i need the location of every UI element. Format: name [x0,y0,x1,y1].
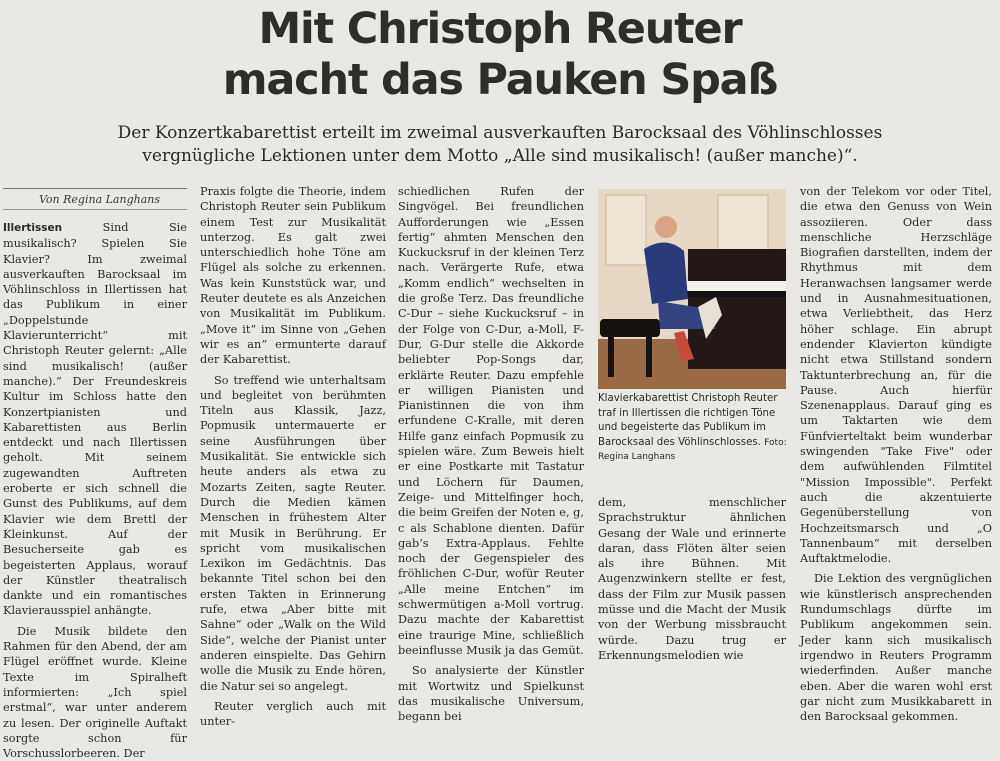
headline [0,4,1000,106]
caption-text: Klavierkabarettist Christoph Reuter traf in Illertissen die richtigen Töne und begeisterte das Publikum im Barocksaal des Vöhlinschlosses. [598,393,778,448]
pianist-photo-illustration [598,189,786,389]
article-column-1 [3,188,187,761]
article-paragraph: Die Musik bildete den Rahmen für den Abend, der am Flügel eröffnet wurde. Kleine Texte im Spiralheft informierten: „Ich spiel erstmal“, war unter anderem zu lesen. Der originelle Auftakt sorgte schon für Vorschusslorbeeren. Der [3,624,187,761]
article-column-3 [398,184,584,724]
subheadline [0,122,1000,168]
subheadline-line-1: Der Konzertkabarettist erteilt im zweimal ausverkauften Barocksaal des Vöhlinschlosses [117,123,883,143]
article-paragraph [3,220,187,619]
article-column-4 [598,495,786,663]
subheadline-line-2: vergnügliche Lektionen unter dem Motto „Alle sind musikalisch! (außer manche)“. [142,146,858,166]
article-column-5 [800,184,992,724]
byline: Von Regina Langhans [3,188,187,210]
article-column-2 [200,184,386,729]
article-paragraph: So treffend wie unterhaltsam und begleitet von berühmten Titeln aus Klassik, Jazz, Popmusik untermauerte er seine Ausführungen über Musikalität. Sie entwickle sich heute anders als etwa zu Mozarts Zeiten, sagte Reuter. Durch die Medien kämen Menschen in frühestem Alter mit Musik in Berührung. Er spricht vom musikalischen Lexikon im Gedächtnis. Das bekannte Titel schon bei den ersten Takten in Erinnerung rufe, etwa „Aber bitte mit Sahne“ oder „Walk on the Wild Side“, welche der Pianist unter anderen einspielte. Das Gehirn wolle die Musik zu Ende hören, die Natur sei so angelegt. [200,373,386,693]
article-paragraph: von der Telekom vor oder Titel, die etwa den Genuss von Wein assoziieren. Oder dass menschliche Herzschläge Biografien darstellten, indem der Rhythmus mit dem Heranwachsen langsamer werde und in Ausnahmesituationen, etwa Verliebtheit, das Herz höher schlage. Ein abrupt endender Klavierton kündigte nicht etwa Stillstand sondern Taktunterbrechung an, für die Pause. Auch hierfür Szenenapplaus. Darauf ging es um Taktarten wie dem Fünfvierteltakt beim wunderbar swingenden "Take Five" oder dem aufwühlenden Filmtitel "Mission Impossible". Perfekt auch die akzentuierte Gegenüberstellung von Hochzeitsmarsch und „O Tannenbaum“ mit derselben Auftaktmelodie. [800,185,992,566]
photo-caption [598,392,788,465]
article-paragraph: Die Lektion des vergnüglichen wie künstlerisch ansprechenden Rundumschlags dürfte im Publikum angekommen sein. Jeder kann sich musikalisch irgendwo in Reuters Programm wiederfinden. Außer manche eben. Aber die waren wohl erst gar nicht zum Musikkabarett in den Barocksaal gekommen. [800,572,992,724]
article-paragraph: Reuter verglich auch mit unter- [200,699,386,729]
article-photo [598,189,786,389]
article-paragraph: So analysierte der Künstler mit Wortwitz und Spielkunst das musikalische Universum, begann bei [398,664,584,724]
headline-line-2: macht das Pauken Spaß [222,55,778,105]
article-paragraph: Praxis folgte die Theorie, indem Christoph Reuter sein Publikum einem Test zur Musikalität unterzog. Es galt zwei unterschiedlich hohe Töne am Flügel als solche zu erkennen. Was kein Kunststück war, und Reuter deutete es als Anzeichen von Musikalität im Publikum. „Move it“ im Sinne von „Gehen wir es an“ ermunterte darauf der Kabarettist. [200,185,386,367]
article-paragraph: dem, menschlicher Sprachstruktur ähnlichen Gesang der Wale und erinnerte daran, dass Flöten älter seien als ihre Bühnen. Mit Augenzwinkern stellte er fest, dass der Film zur Musik passen müsse und die Macht der Musik von der Werbung missbraucht würde. Dazu trug er Erkennungsmelodien wie [598,496,786,662]
headline-line-1: Mit Christoph Reuter [258,4,742,54]
paragraph-text: Sind Sie musikalisch? Spielen Sie Klavier? Im zweimal ausverkauften Barocksaal im Vöhlinschloss in Illertissen hat das Publikum in einer „Doppelstunde Klavierunterricht“ mit Christoph Reuter gelernt: „Alle sind musikalisch! (außer manche).“ Der Freundeskreis Kultur im Schloss hatte den Konzertpianisten und Kabarettisten aus Berlin entdeckt und nach Illertissen geholt. Mit seinem zugewandten Auftreten eroberte er sich schnell die Gunst des Publikums, auf dem Klavier wie dem Brettl der Kleinkunst. Auf der Besucherseite gab es begeisterten Applaus, worauf der Künstler theatralisch dankte und ein romantisches Klavierausspiel anhängte. [3,221,187,618]
photo-credit: Foto: Regina Langhans [598,437,787,462]
dateline: Illertissen [3,222,63,234]
article-paragraph: schiedlichen Rufen der Singvögel. Bei freundlichen Aufforderungen wie „Essen fertig“ ahmten Menschen den Kuckucksruf in der kleinen Terz nach. Verärgerte Rufe, etwa „Komm endlich“ wechselten in die große Terz. Das freundliche C-Dur – siehe Kuckucksruf – in der Folge von C-Dur, a-Moll, F-Dur, G-Dur stelle die Akkorde beliebter Pop-Songs dar, erklärte Reuter. Dazu empfehle er willigen Pianisten und Pianistinnen die von ihm erfundene C-Kralle, mit deren Hilfe ganz einfach Popmusik zu spielen wäre. Zum Beweis hielt er eine Postkarte mit Tastatur und Löchern für Daumen, Zeige- und Mittelfinger hoch, die beim Greifen der Noten e, g, c als Schablone dienten. Dafür gab’s Extra-Applaus. Fehlte noch der Gegenspieler des fröhlichen C-Dur, wofür Reuter „Alle meine Entchen“ im schwermütigen a-Moll vortrug. Dazu machte der Kabarettist eine traurige Mine, schließlich beeinflusse Musik ja das Gemüt. [398,185,584,657]
